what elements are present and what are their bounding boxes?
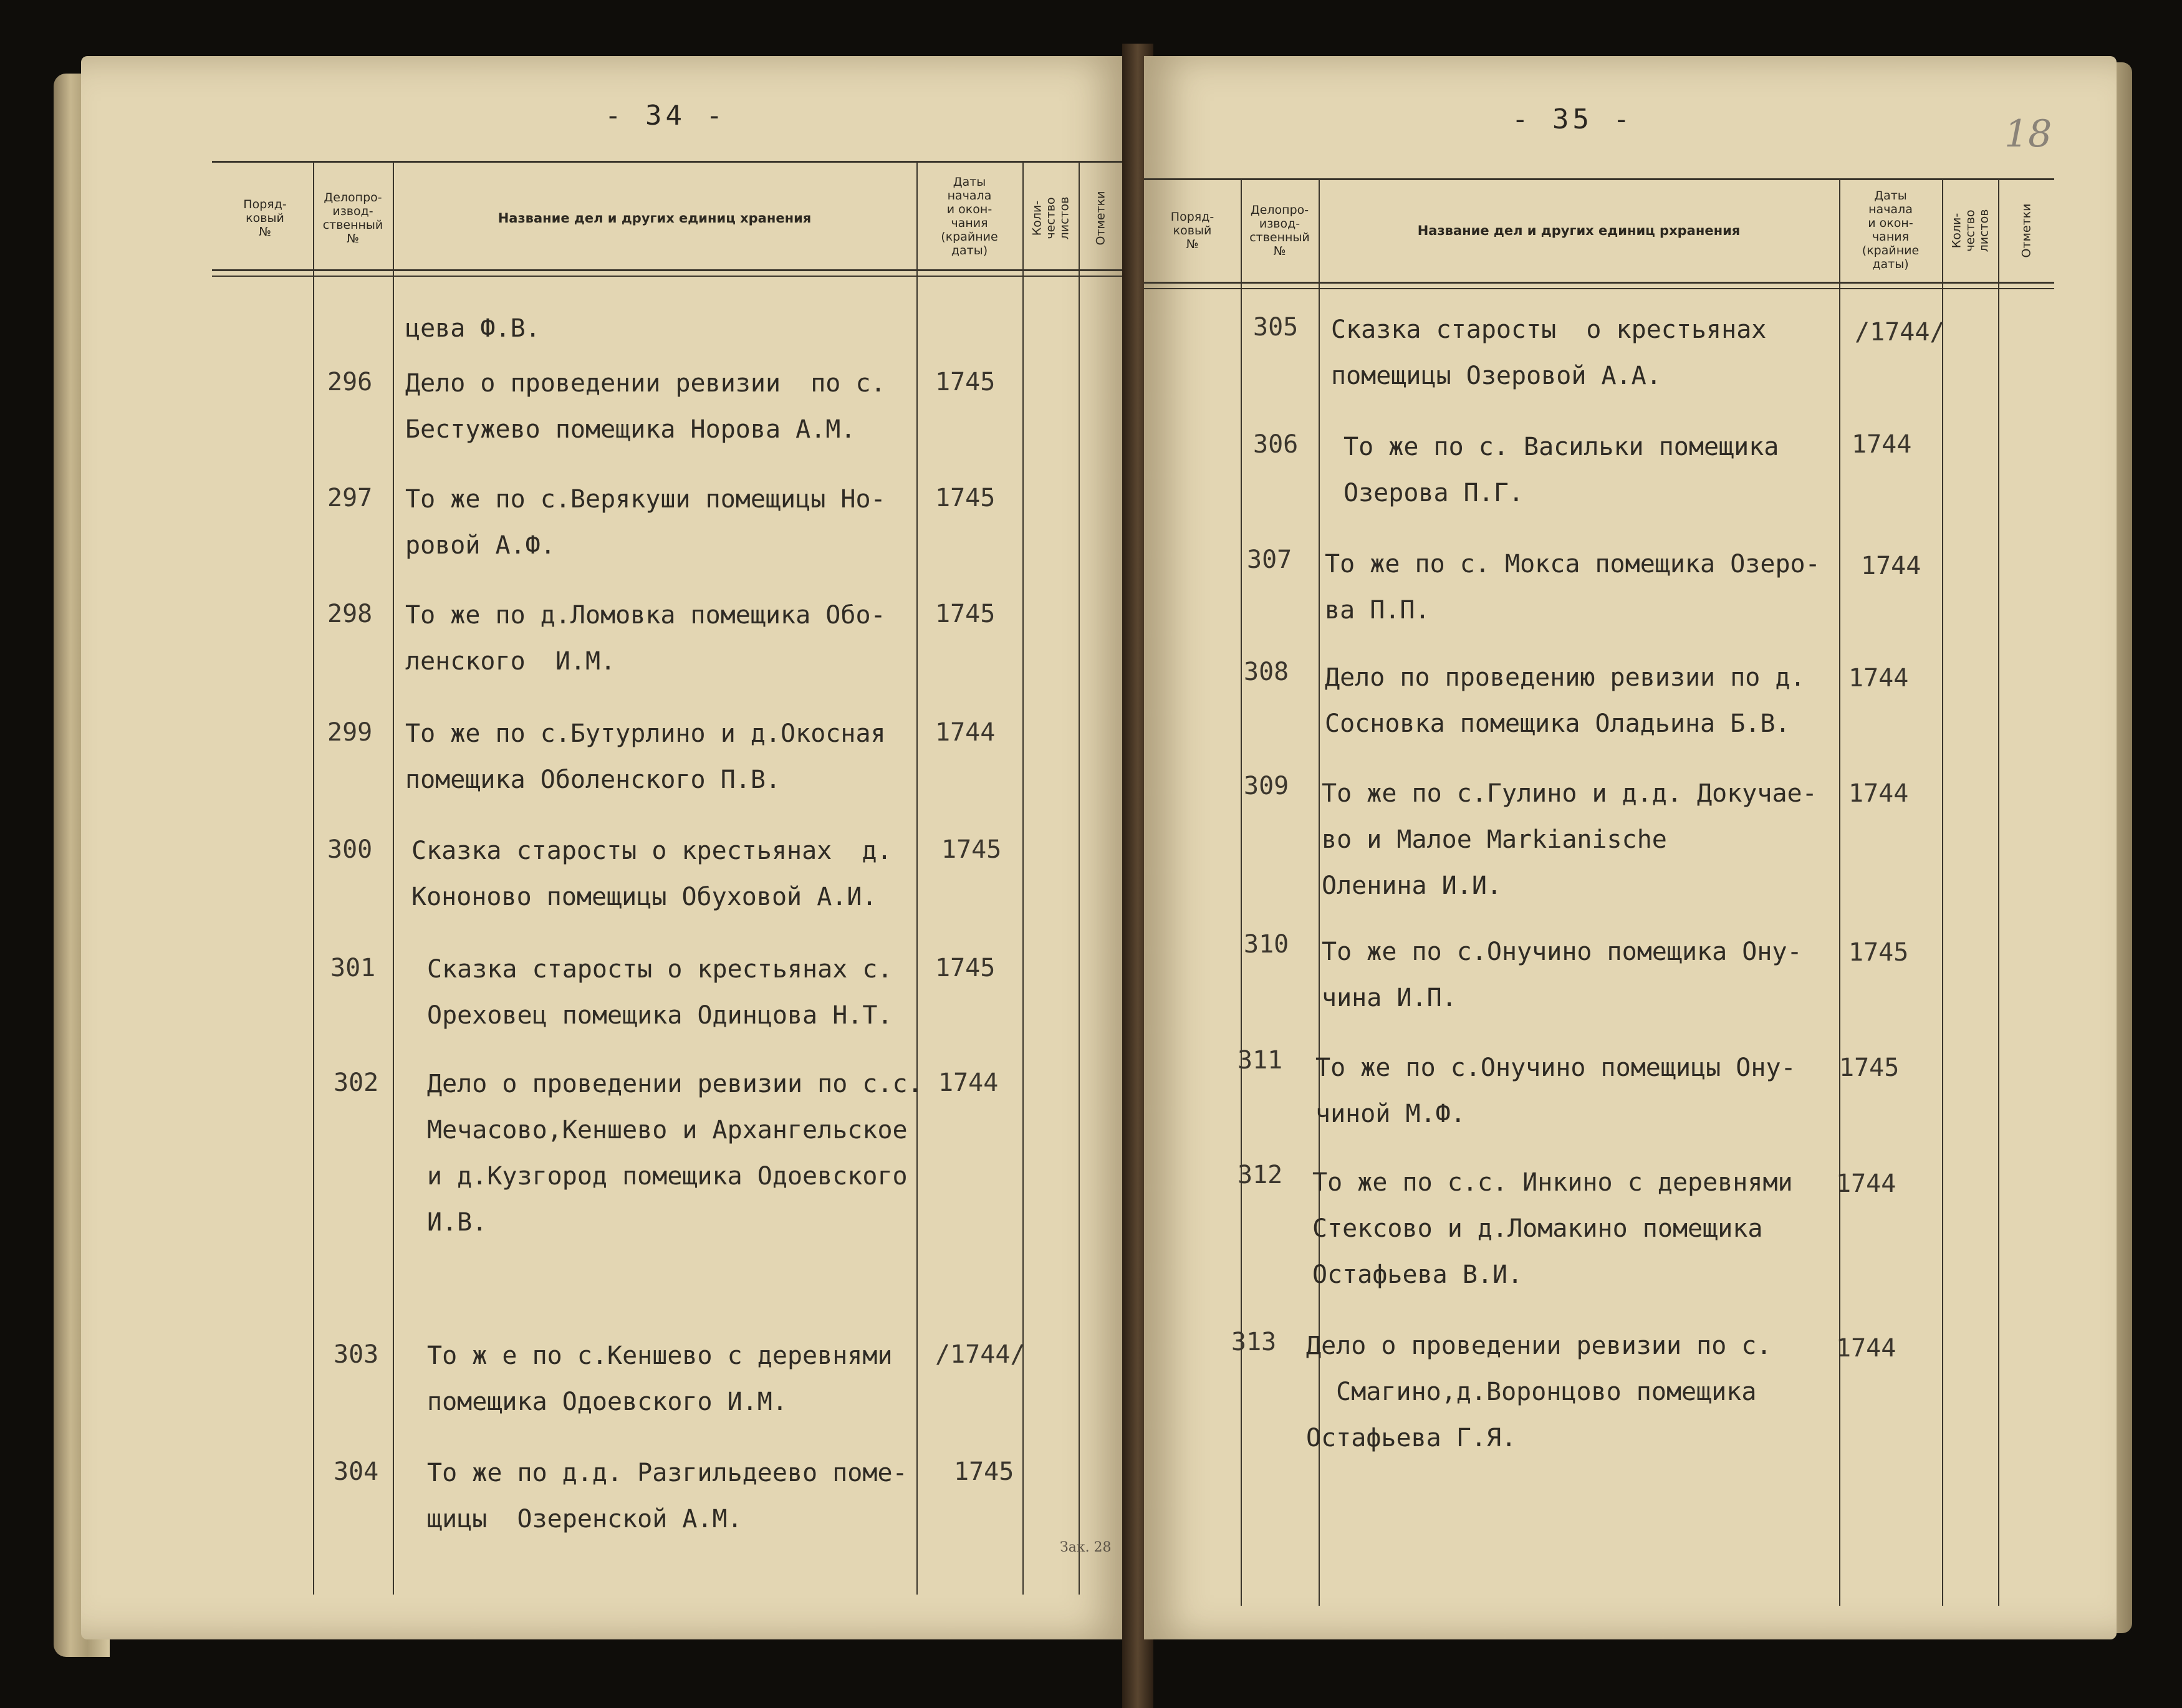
column-rule	[1942, 178, 1943, 1606]
column-rule	[1022, 161, 1024, 1595]
record-title: Сказка старосты о крестьянах помещицы Озеровой А.А.	[1331, 315, 1767, 390]
record-number: 302	[334, 1068, 379, 1097]
record-date: 1745	[935, 600, 996, 628]
record-title: То же по с.Онучино помещицы Ону- чиной М.Ф.	[1315, 1053, 1796, 1128]
record-title: Дело по проведению ревизии по д. Сосновка помещика Оладьина Б.В.	[1325, 663, 1805, 738]
header-notes: Отметки	[2019, 203, 2033, 258]
column-rule	[916, 161, 918, 1595]
record-number: 308	[1244, 658, 1289, 686]
record-date: 1745	[935, 484, 996, 512]
column-rule	[1839, 178, 1840, 1606]
record-number: 305	[1253, 313, 1299, 342]
record-title: То же по с.Верякуши помещицы Но- ровой А.Ф.	[405, 485, 886, 560]
header-dates: Даты начала и окон- чания (крайние даты)	[941, 175, 998, 257]
record-date: 1745	[1848, 938, 1909, 967]
header-bottom-rule-2	[212, 276, 1122, 277]
record-title: То же по с. Мокса помещика Озеро- ва П.П.	[1325, 550, 1820, 625]
record-date: 1745	[935, 954, 996, 982]
column-rule	[1079, 161, 1080, 1595]
page-number: - 35 -	[1512, 103, 1633, 135]
print-order-note: Зак. 28	[1060, 1540, 1112, 1555]
header-bottom-rule-2	[1144, 288, 2054, 289]
pencil-folio-number: 18	[2004, 112, 2052, 156]
record-title: То же по с.Гулино и д.д. Докучае- во и Малое Markianische Оленина И.И.	[1322, 779, 1817, 900]
column-rule	[1998, 178, 1999, 1606]
header-office-num: Делопро- извод- ственный №	[1249, 203, 1310, 258]
record-number: 307	[1247, 545, 1292, 574]
record-date: 1744	[1852, 430, 1912, 459]
header-title: Название дел и других единиц хранения	[497, 211, 812, 226]
record-number: 297	[327, 484, 373, 512]
record-title: Дело о проведении ревизии по с.с. Мечасово,Кеншево и Архангельское и д.Кузгород помещика Одоевского И.В.	[427, 1070, 923, 1237]
column-rule	[1241, 178, 1242, 1606]
record-title: То ж е по с.Кеншево с деревнями помещика Одоевского И.М.	[427, 1341, 893, 1416]
record-date: 1745	[941, 835, 1002, 864]
record-date: 1744	[1861, 552, 1921, 580]
record-number: 298	[327, 600, 373, 628]
record-date: 1744	[1848, 664, 1909, 693]
header-notes: Отметки	[1093, 191, 1108, 246]
record-date: 1744	[938, 1068, 999, 1097]
record-date: 1744	[1836, 1169, 1896, 1198]
record-number: 303	[334, 1340, 379, 1369]
page-number: - 34 -	[605, 100, 726, 132]
record-number: 310	[1244, 930, 1289, 959]
header-seq: Поряд- ковый №	[1170, 210, 1214, 251]
header-bottom-rule	[1144, 282, 2054, 284]
record-title: То же по с. Васильки помещика Озерова П.Г.	[1343, 433, 1779, 507]
column-rule	[393, 161, 394, 1595]
record-number: 301	[330, 954, 376, 982]
record-title: То же по д.Ломовка помещика Обо- ленского И.М.	[405, 601, 886, 676]
record-date: /1744/	[935, 1340, 1026, 1369]
continuation-text: цева Ф.В.	[405, 314, 541, 343]
header-seq: Поряд- ковый №	[243, 198, 287, 239]
header-sheet-count: Коли- чество листов	[1949, 209, 1991, 252]
record-date: 1744	[1836, 1334, 1896, 1363]
record-title: Дело о проведении ревизии по с. Смагино,д.Воронцово помещика Остафьева Г.Я.	[1306, 1331, 1772, 1452]
record-number: 300	[327, 835, 373, 864]
record-title: То же по с.Онучино помещика Ону- чина И.П.	[1322, 938, 1802, 1012]
record-title: То же по д.д. Разгильдеево поме- щицы Озеренской А.М.	[427, 1459, 908, 1533]
record-date: 1745	[954, 1457, 1014, 1486]
column-rule	[313, 161, 314, 1595]
record-number: 312	[1238, 1161, 1283, 1189]
record-title: Сказка старосты о крестьянах с. Ореховец помещика Одинцова Н.Т.	[427, 955, 893, 1030]
record-number: 311	[1238, 1046, 1283, 1075]
header-top-rule	[212, 161, 1122, 163]
record-date: 1745	[1839, 1053, 1900, 1082]
record-number: 299	[327, 718, 373, 747]
record-date: 1744	[1848, 779, 1909, 808]
record-title: Сказка старосты о крестьянах д. Кононово помещицы Обуховой А.И.	[411, 837, 892, 911]
record-number: 306	[1253, 430, 1299, 459]
record-title: То же по с.с. Инкино с деревнями Стексово и д.Ломакино помещика Остафьева В.И.	[1312, 1168, 1793, 1289]
header-dates: Даты начала и окон- чания (крайние даты)	[1862, 189, 1920, 271]
record-date: 1745	[935, 368, 996, 396]
record-date: 1744	[935, 718, 996, 747]
header-sheet-count: Коли- чество листов	[1030, 196, 1071, 240]
header-bottom-rule	[212, 269, 1122, 271]
right-page	[1144, 56, 2117, 1639]
header-title: Название дел и других единиц рхранения	[1417, 223, 1741, 238]
record-title: Дело о проведении ревизии по с. Бестужево помещика Норова А.М.	[405, 369, 886, 444]
record-title: То же по с.Бутурлино и д.Окосная помещика Оболенского П.В.	[405, 719, 886, 794]
left-page	[81, 56, 1128, 1639]
record-number: 309	[1244, 772, 1289, 800]
record-number: 313	[1231, 1328, 1277, 1356]
header-office-num: Делопро- извод- ственный №	[322, 191, 383, 246]
record-number: 296	[327, 368, 373, 396]
record-date: /1744/	[1855, 318, 1945, 347]
record-number: 304	[334, 1457, 379, 1486]
